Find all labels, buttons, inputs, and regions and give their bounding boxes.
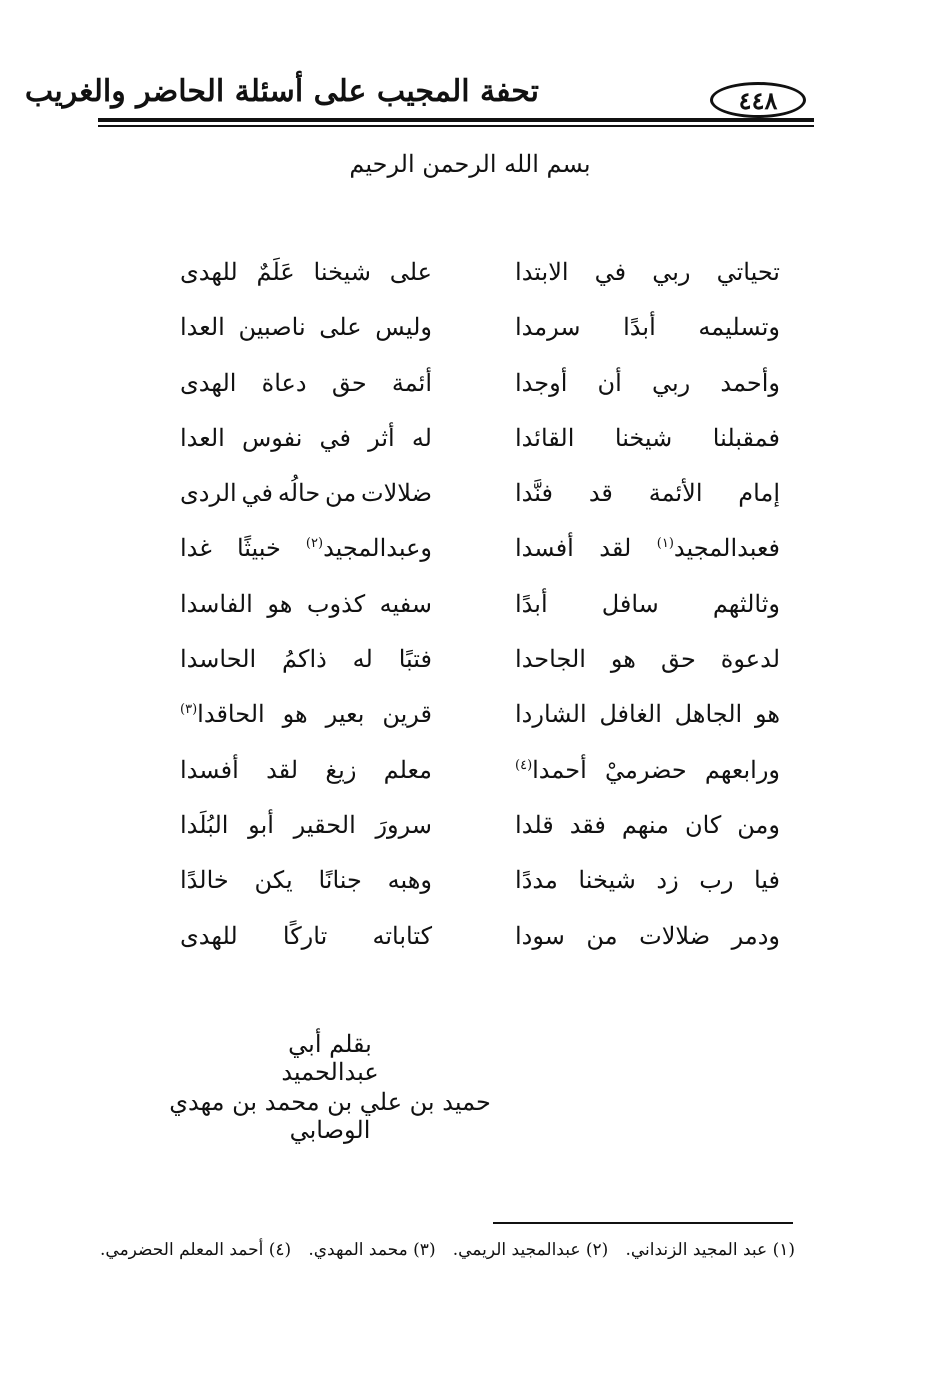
footnotes	[100, 1240, 795, 1260]
poem-word: غدا	[180, 534, 212, 563]
poem-word: في	[319, 423, 352, 452]
hemistich-first	[515, 584, 780, 624]
poem-word: أبو	[248, 810, 274, 839]
hemistich-second	[180, 750, 432, 790]
poem-word: إمام	[738, 479, 780, 508]
poem-word: زيغ	[325, 755, 357, 784]
poem-word: أثر	[368, 423, 395, 452]
verse	[175, 418, 780, 473]
footnote-3: (٣) محمد المهدي.	[308, 1240, 436, 1260]
poem-word: وأحمد	[720, 368, 780, 397]
poem-word: فعبدالمجيد	[673, 534, 780, 563]
hemistich-first	[515, 805, 780, 845]
header-rule-thick	[98, 118, 814, 122]
poem-word: أن	[597, 368, 622, 397]
poem-word: جنانًا	[318, 866, 362, 895]
verse	[175, 528, 780, 583]
poem-word: أوجدا	[515, 368, 568, 397]
poem	[175, 252, 780, 971]
hemistich-first	[515, 252, 780, 292]
poem-word: سافل	[601, 589, 659, 618]
poem-word: كان	[684, 810, 722, 839]
poem-word: الجاحدا	[515, 645, 586, 674]
poem-word: الغافل	[599, 700, 662, 729]
poem-word: خبيثًا	[236, 534, 281, 563]
poem-word: هو	[267, 589, 293, 618]
poem-word: للهدى	[180, 258, 238, 286]
verse	[175, 750, 780, 805]
poem-word: وثالثهم	[712, 589, 780, 618]
hemistich-first	[515, 639, 780, 679]
poem-word: وليس	[375, 313, 432, 342]
hemistich-first	[515, 473, 780, 513]
poem-word: رب	[699, 866, 734, 895]
poem-word: الردى	[180, 479, 237, 508]
poem-word: معلم	[383, 755, 432, 784]
hemistich-second	[180, 860, 432, 900]
poem-word: حق	[331, 368, 367, 397]
poem-word: الابتدا	[515, 258, 569, 286]
poem-word: أئمة	[391, 368, 432, 397]
hemistich-second	[180, 805, 432, 845]
verse	[175, 363, 780, 418]
basmala: بسم الله الرحمن الرحيم	[349, 150, 591, 178]
poem-word: خالدًا	[180, 866, 229, 895]
hemistich-second	[180, 528, 432, 568]
poem-word: ناصبين	[238, 313, 306, 342]
hemistich-first	[515, 528, 780, 568]
hemistich-second	[180, 916, 432, 956]
poem-word: في	[594, 258, 627, 286]
poem-word: للهدى	[180, 921, 238, 950]
poem-word: بعير	[325, 700, 365, 729]
poem-word: سودا	[515, 921, 565, 950]
poem-word: الحاقدا	[197, 700, 265, 729]
poem-word: من	[586, 921, 618, 950]
signature-line-1: بقلم أبي عبدالحميد	[281, 1030, 379, 1086]
poem-word: هو	[754, 700, 780, 729]
verse	[175, 307, 780, 362]
hemistich-first	[515, 418, 780, 458]
poem-word: العدا	[180, 313, 225, 342]
poem-word: زد	[656, 866, 679, 895]
poem-word: أفسدا	[515, 534, 574, 563]
poem-word: الحقير	[293, 810, 356, 839]
poem-word: سفيه	[379, 589, 432, 618]
poem-word: الحاسدا	[180, 645, 257, 674]
poem-word: كتاباته	[372, 921, 432, 950]
poem-word: مددًا	[515, 866, 558, 895]
hemistich-first	[515, 916, 780, 956]
verse	[175, 252, 780, 307]
poem-word: ضلالات	[639, 921, 711, 950]
hemistich-first	[515, 694, 780, 734]
poem-word: الهدى	[180, 368, 237, 397]
hemistich-second	[180, 363, 432, 403]
poem-word: شيخنا	[313, 258, 371, 286]
verse	[175, 584, 780, 639]
poem-word: ورابعهم	[704, 755, 780, 784]
poem-word: من	[325, 479, 357, 508]
poem-word: قرين	[382, 700, 432, 729]
hemistich-second	[180, 694, 432, 734]
footnote-2: (٢) عبدالمجيد الريمي.	[452, 1240, 609, 1260]
poem-word: هو	[610, 645, 636, 674]
hemistich-first	[515, 363, 780, 403]
poem-word: فقد	[569, 810, 606, 839]
poem-word: لدعوة	[720, 645, 780, 674]
poem-word: وهبه	[387, 866, 432, 895]
poem-word: له	[411, 423, 432, 452]
poem-word: فمقبلنا	[712, 423, 780, 452]
poem-word: تاركًا	[282, 921, 328, 950]
poem-word: منهم	[621, 810, 669, 839]
hemistich-second	[180, 584, 432, 624]
footnote-marker: (٣)	[180, 702, 198, 718]
poem-word: فنَّدا	[515, 479, 553, 508]
poem-word: قد	[588, 479, 613, 508]
poem-word: تحياتي	[716, 258, 780, 286]
footnote-marker: (٤)	[515, 757, 533, 773]
poem-word: حضرميْ	[604, 755, 687, 784]
poem-word: البُلَدا	[180, 810, 229, 839]
poem-word: عَلَمٌ	[256, 258, 295, 286]
poem-word: القائدا	[515, 423, 575, 452]
poem-word: الأئمة	[648, 479, 703, 508]
hemistich-second	[180, 639, 432, 679]
hemistich-second	[180, 252, 432, 292]
poem-word: لقد	[599, 534, 632, 563]
poem-word: له	[352, 645, 373, 674]
poem-word: الجاهل	[674, 700, 743, 729]
hemistich-second	[180, 418, 432, 458]
poem-word: سرورَ	[375, 810, 432, 839]
poem-word: فتبًا	[398, 645, 432, 674]
poem-word: يكن	[254, 866, 293, 895]
poem-word: قلدا	[515, 810, 554, 839]
poem-word: وتسليمه	[698, 313, 780, 342]
page-number-badge: ٤٤٨	[710, 82, 806, 118]
footnote-marker: (١)	[656, 536, 674, 552]
poem-word: الشاردا	[515, 700, 587, 729]
poem-word: أحمدا	[532, 755, 587, 784]
poem-word: حالُه	[277, 479, 321, 508]
verse	[175, 916, 780, 971]
header-rule-thin	[98, 125, 814, 127]
poem-word: ربي	[652, 258, 691, 286]
poem-word: فيا	[753, 866, 780, 895]
poem-word: ضلالات	[361, 479, 432, 508]
signature-line-2: حميد بن علي بن محمد بن مهدي الوصابي	[169, 1088, 491, 1144]
poem-word: ودمر	[731, 921, 780, 950]
poem-word: دعاة	[261, 368, 307, 397]
poem-word: ذاكمُ	[282, 645, 327, 674]
poem-word: على	[389, 258, 432, 286]
poem-word: هو	[282, 700, 308, 729]
hemistich-second	[180, 473, 432, 513]
poem-word: كذوب	[306, 589, 366, 618]
poem-word: العدا	[180, 423, 225, 452]
verse	[175, 639, 780, 694]
hemistich-first	[515, 860, 780, 900]
poem-word: شيخنا	[614, 423, 673, 452]
poem-word: شيخنا	[578, 866, 636, 895]
poem-word: وعبدالمجيد	[323, 534, 432, 563]
poem-word: على	[319, 313, 362, 342]
poem-word: لقد	[266, 755, 299, 784]
poem-word: في	[241, 479, 274, 508]
footnote-rule	[493, 1222, 793, 1224]
verse	[175, 694, 780, 749]
footnote-marker: (٢)	[305, 536, 324, 552]
poem-word: حق	[660, 645, 696, 674]
poem-word: الفاسدا	[180, 589, 253, 618]
poem-word: نفوس	[241, 423, 303, 452]
poem-word: أبدًا	[515, 589, 548, 618]
verse	[175, 805, 780, 860]
poem-word: أفسدا	[180, 755, 239, 784]
poem-word: سرمدا	[515, 313, 581, 342]
hemistich-first	[515, 307, 780, 347]
hemistich-first	[515, 750, 780, 790]
poem-word: أبدًا	[623, 313, 656, 342]
verse	[175, 473, 780, 528]
footnote-4: (٤) أحمد المعلم الحضرمي.	[100, 1240, 292, 1260]
verse	[175, 860, 780, 915]
hemistich-second	[180, 307, 432, 347]
running-title: تحفة المجيب على أسئلة الحاضر والغريب	[24, 74, 539, 109]
poem-word: ربي	[651, 368, 691, 397]
poem-word: ومن	[737, 810, 780, 839]
footnote-1: (١) عبد المجيد الزنداني.	[625, 1240, 795, 1260]
